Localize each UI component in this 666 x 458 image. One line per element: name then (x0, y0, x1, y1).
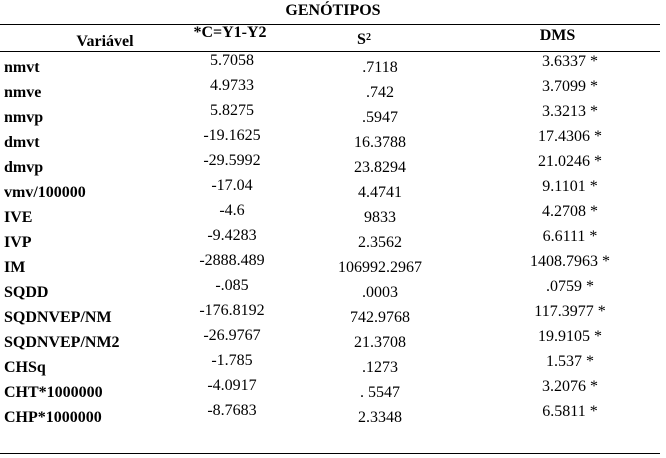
c-cell: -2888.489 (199, 252, 265, 269)
s2-cell: . 5547 (360, 384, 400, 401)
group-title: GENÓTIPOS (285, 2, 381, 19)
variable-cell: SQDNVEP/NM (4, 309, 112, 326)
c-cell: 4.9733 (210, 77, 254, 94)
s2-cell: 9833 (364, 209, 396, 226)
variable-cell: CHP*1000000 (4, 409, 102, 426)
c-cell: -176.8192 (199, 302, 265, 319)
s2-cell: .0003 (362, 284, 398, 301)
dms-cell: 17.4306 * (538, 128, 602, 145)
c-cell: -4.0917 (207, 377, 257, 394)
c-cell: -26.9767 (203, 327, 261, 344)
s2-cell: 106992.2967 (338, 259, 422, 276)
s2-cell: 4.4741 (358, 184, 402, 201)
variable-cell: IVP (4, 234, 32, 251)
s2-cell: .7118 (362, 59, 398, 76)
s2-cell: .742 (366, 84, 394, 101)
c-cell: -29.5992 (203, 152, 261, 169)
c-cell: 5.7058 (210, 52, 254, 69)
dms-cell: 6.5811 * (542, 403, 598, 420)
dms-cell: 19.9105 * (538, 328, 602, 345)
c-cell: -17.04 (211, 177, 253, 194)
header-s2: S $^2$ (357, 31, 371, 48)
variable-cell: IVE (4, 209, 33, 226)
table-row (0, 402, 660, 427)
dms-cell: 3.6337 * (542, 53, 598, 70)
variable-cell: vmv/100000 (4, 184, 86, 201)
s2-cell: 21.3708 (354, 334, 406, 351)
dms-cell: .0759 * (546, 278, 594, 295)
c-cell: -.085 (215, 277, 249, 294)
variable-cell: CHT*1000000 (4, 384, 103, 401)
dms-cell: 21.0246 * (538, 153, 602, 170)
dms-cell: 1.537 * (546, 353, 594, 370)
bottom-rule (0, 453, 660, 454)
variable-cell: dmvp (4, 159, 44, 176)
c-cell: 5.8275 (210, 102, 254, 119)
c-cell: -4.6 (219, 202, 245, 219)
dms-cell: 117.3977 * (534, 303, 606, 320)
dms-cell: 3.2076 * (542, 378, 598, 395)
header-dms: DMS (539, 27, 576, 44)
s2-cell: .1273 (362, 359, 398, 376)
variable-cell: nmvt (4, 59, 40, 76)
dms-cell: 9.1101 * (542, 178, 598, 195)
s2-cell: 23.8294 (354, 159, 406, 176)
header-s-base: S (357, 31, 366, 48)
s2-cell: 2.3348 (358, 409, 402, 426)
dms-cell: 3.7099 * (542, 78, 598, 95)
s2-cell: .5947 (362, 109, 398, 126)
dms-cell: 4.2708 * (542, 203, 598, 220)
c-cell: -19.1625 (203, 127, 261, 144)
header-variable: Variável (76, 33, 134, 50)
c-cell: -9.4283 (207, 227, 257, 244)
s2-cell: 16.3788 (354, 134, 406, 151)
variable-cell: nmve (4, 84, 42, 101)
s2-cell: 2.3562 (358, 234, 402, 251)
c-cell: -8.7683 (207, 402, 257, 419)
dms-cell: 6.6111 * (542, 228, 598, 245)
s2-cell: 742.9768 (350, 309, 410, 326)
header-c: *C=Y1-Y2 (193, 24, 267, 41)
table-body (0, 52, 660, 427)
variable-cell: SQDNVEP/NM2 (4, 334, 120, 351)
dms-cell: 3.3213 * (542, 103, 598, 120)
variable-cell: SQDD (4, 284, 49, 301)
variable-cell: nmvp (4, 109, 44, 126)
c-cell: -1.785 (211, 352, 253, 369)
variable-cell: CHSq (4, 359, 46, 376)
dms-cell: 1408.7963 * (530, 253, 610, 270)
variable-cell: dmvt (4, 134, 40, 151)
variable-cell: IM (4, 259, 26, 276)
